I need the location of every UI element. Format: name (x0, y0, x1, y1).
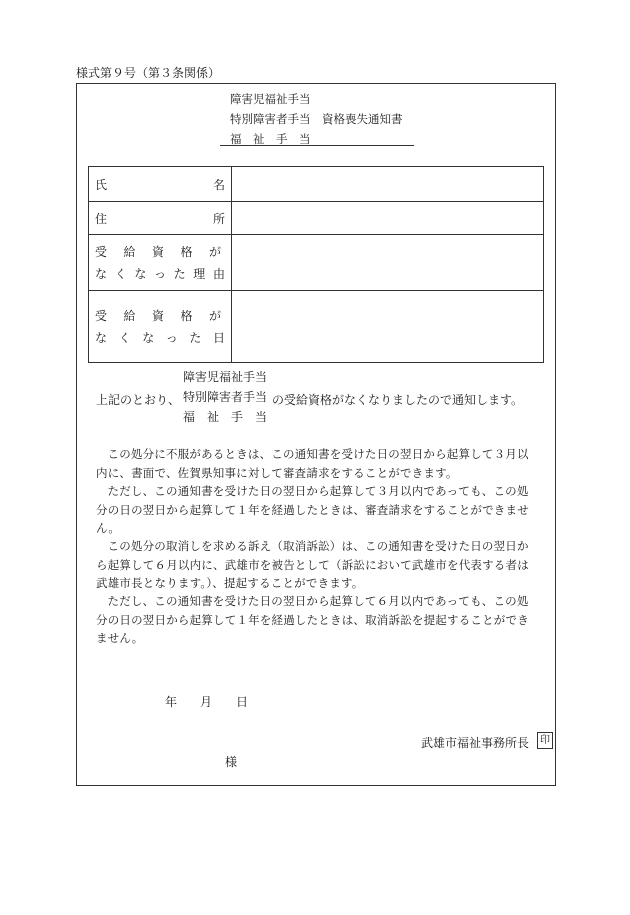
label-char: た (173, 266, 186, 281)
table-row-address (89, 202, 544, 235)
lawsuit-paragraph-1: この処分の取消しを求める訴え（取消訴訟）は、この通知書を受けた日の翌日から起算して６月以内に、武雄市を被告として（訴訟において武雄市を代表する者は武雄市長となります。）、提起することができます。 (96, 539, 529, 590)
appeal-paragraph-2: ただし、この通知書を受けた日の翌日から起算して３月以内であっても、この処分の日の翌日から起算して１年を経過したときは、審査請求をすることができません。 (96, 484, 529, 535)
date-month: 月 (200, 695, 213, 709)
form-number: 様式第９号（第３条関係） (76, 66, 221, 80)
label-char: な (95, 266, 108, 281)
address-field[interactable] (232, 202, 544, 235)
title-suffix: 資格喪失通知書 (322, 112, 403, 126)
label-char: 氏 (95, 177, 108, 192)
label-char: た (189, 330, 202, 345)
date-day: 日 (236, 695, 249, 709)
title-allowance-3: 福 祉 手 当 (230, 132, 311, 146)
label-char: く (114, 266, 127, 281)
appeal-paragraph-1: この処分に不服があるときは、この通知書を受けた日の翌日から起算して３月以内に、書面で、佐賀県知事に対して審査請求をすることができます。 (96, 447, 529, 480)
label-char: な (95, 330, 108, 345)
label-char: 所 (212, 211, 225, 226)
label-char: 理 (193, 266, 206, 281)
title-allowance-2: 特別障害者手当 (230, 112, 311, 126)
table-row-reason (89, 235, 544, 291)
label-char: 格 (180, 308, 193, 323)
label-char: 資 (151, 244, 164, 259)
seal-stamp: 印 (537, 732, 553, 749)
lawsuit-paragraph-2: ただし、この通知書を受けた日の翌日から起算して６月以内であっても、この処分の日の翌日から起算して１年を経過したときは、取消訴訟を提起することができません。 (96, 594, 529, 645)
info-table (88, 166, 544, 363)
name-field[interactable] (232, 167, 544, 202)
label-char: 給 (123, 244, 136, 259)
label-char: 由 (212, 266, 225, 281)
label-char: が (208, 308, 221, 323)
label-address (89, 202, 232, 235)
table-row-name (89, 167, 544, 202)
notice-suffix: の受給資格がなくなりましたので通知します。 (272, 393, 524, 407)
reason-field[interactable] (232, 235, 544, 291)
notice-allowance-1: 障害児福祉手当 (183, 370, 268, 384)
label-char: 格 (180, 244, 193, 259)
label-reason (89, 235, 232, 291)
label-char: 日 (212, 330, 225, 345)
notice-prefix: 上記のとおり、 (96, 393, 181, 407)
label-char: っ (165, 330, 178, 345)
date-year: 年 (165, 695, 178, 709)
label-char: 名 (212, 177, 225, 192)
label-char: な (142, 330, 155, 345)
label-name (89, 167, 232, 202)
title-underline (220, 145, 414, 146)
label-char: 受 (95, 308, 108, 323)
label-char: 給 (123, 308, 136, 323)
label-char: く (118, 330, 131, 345)
label-char: が (208, 244, 221, 259)
label-char: 資 (151, 308, 164, 323)
label-char: 住 (95, 211, 108, 226)
notice-allowance-2: 特別障害者手当 (183, 390, 268, 404)
date-lost-field[interactable] (232, 291, 544, 363)
label-char: っ (153, 266, 166, 281)
label-date-lost (89, 291, 232, 363)
title-allowance-1: 障害児福祉手当 (230, 92, 311, 106)
label-char: 受 (95, 244, 108, 259)
notice-allowance-3: 福 祉 手 当 (183, 410, 268, 424)
table-row-date-lost (89, 291, 544, 363)
label-char: な (134, 266, 147, 281)
recipient-honorific: 様 (225, 755, 238, 769)
issuer-name: 武雄市福祉事務所長 (421, 736, 530, 750)
